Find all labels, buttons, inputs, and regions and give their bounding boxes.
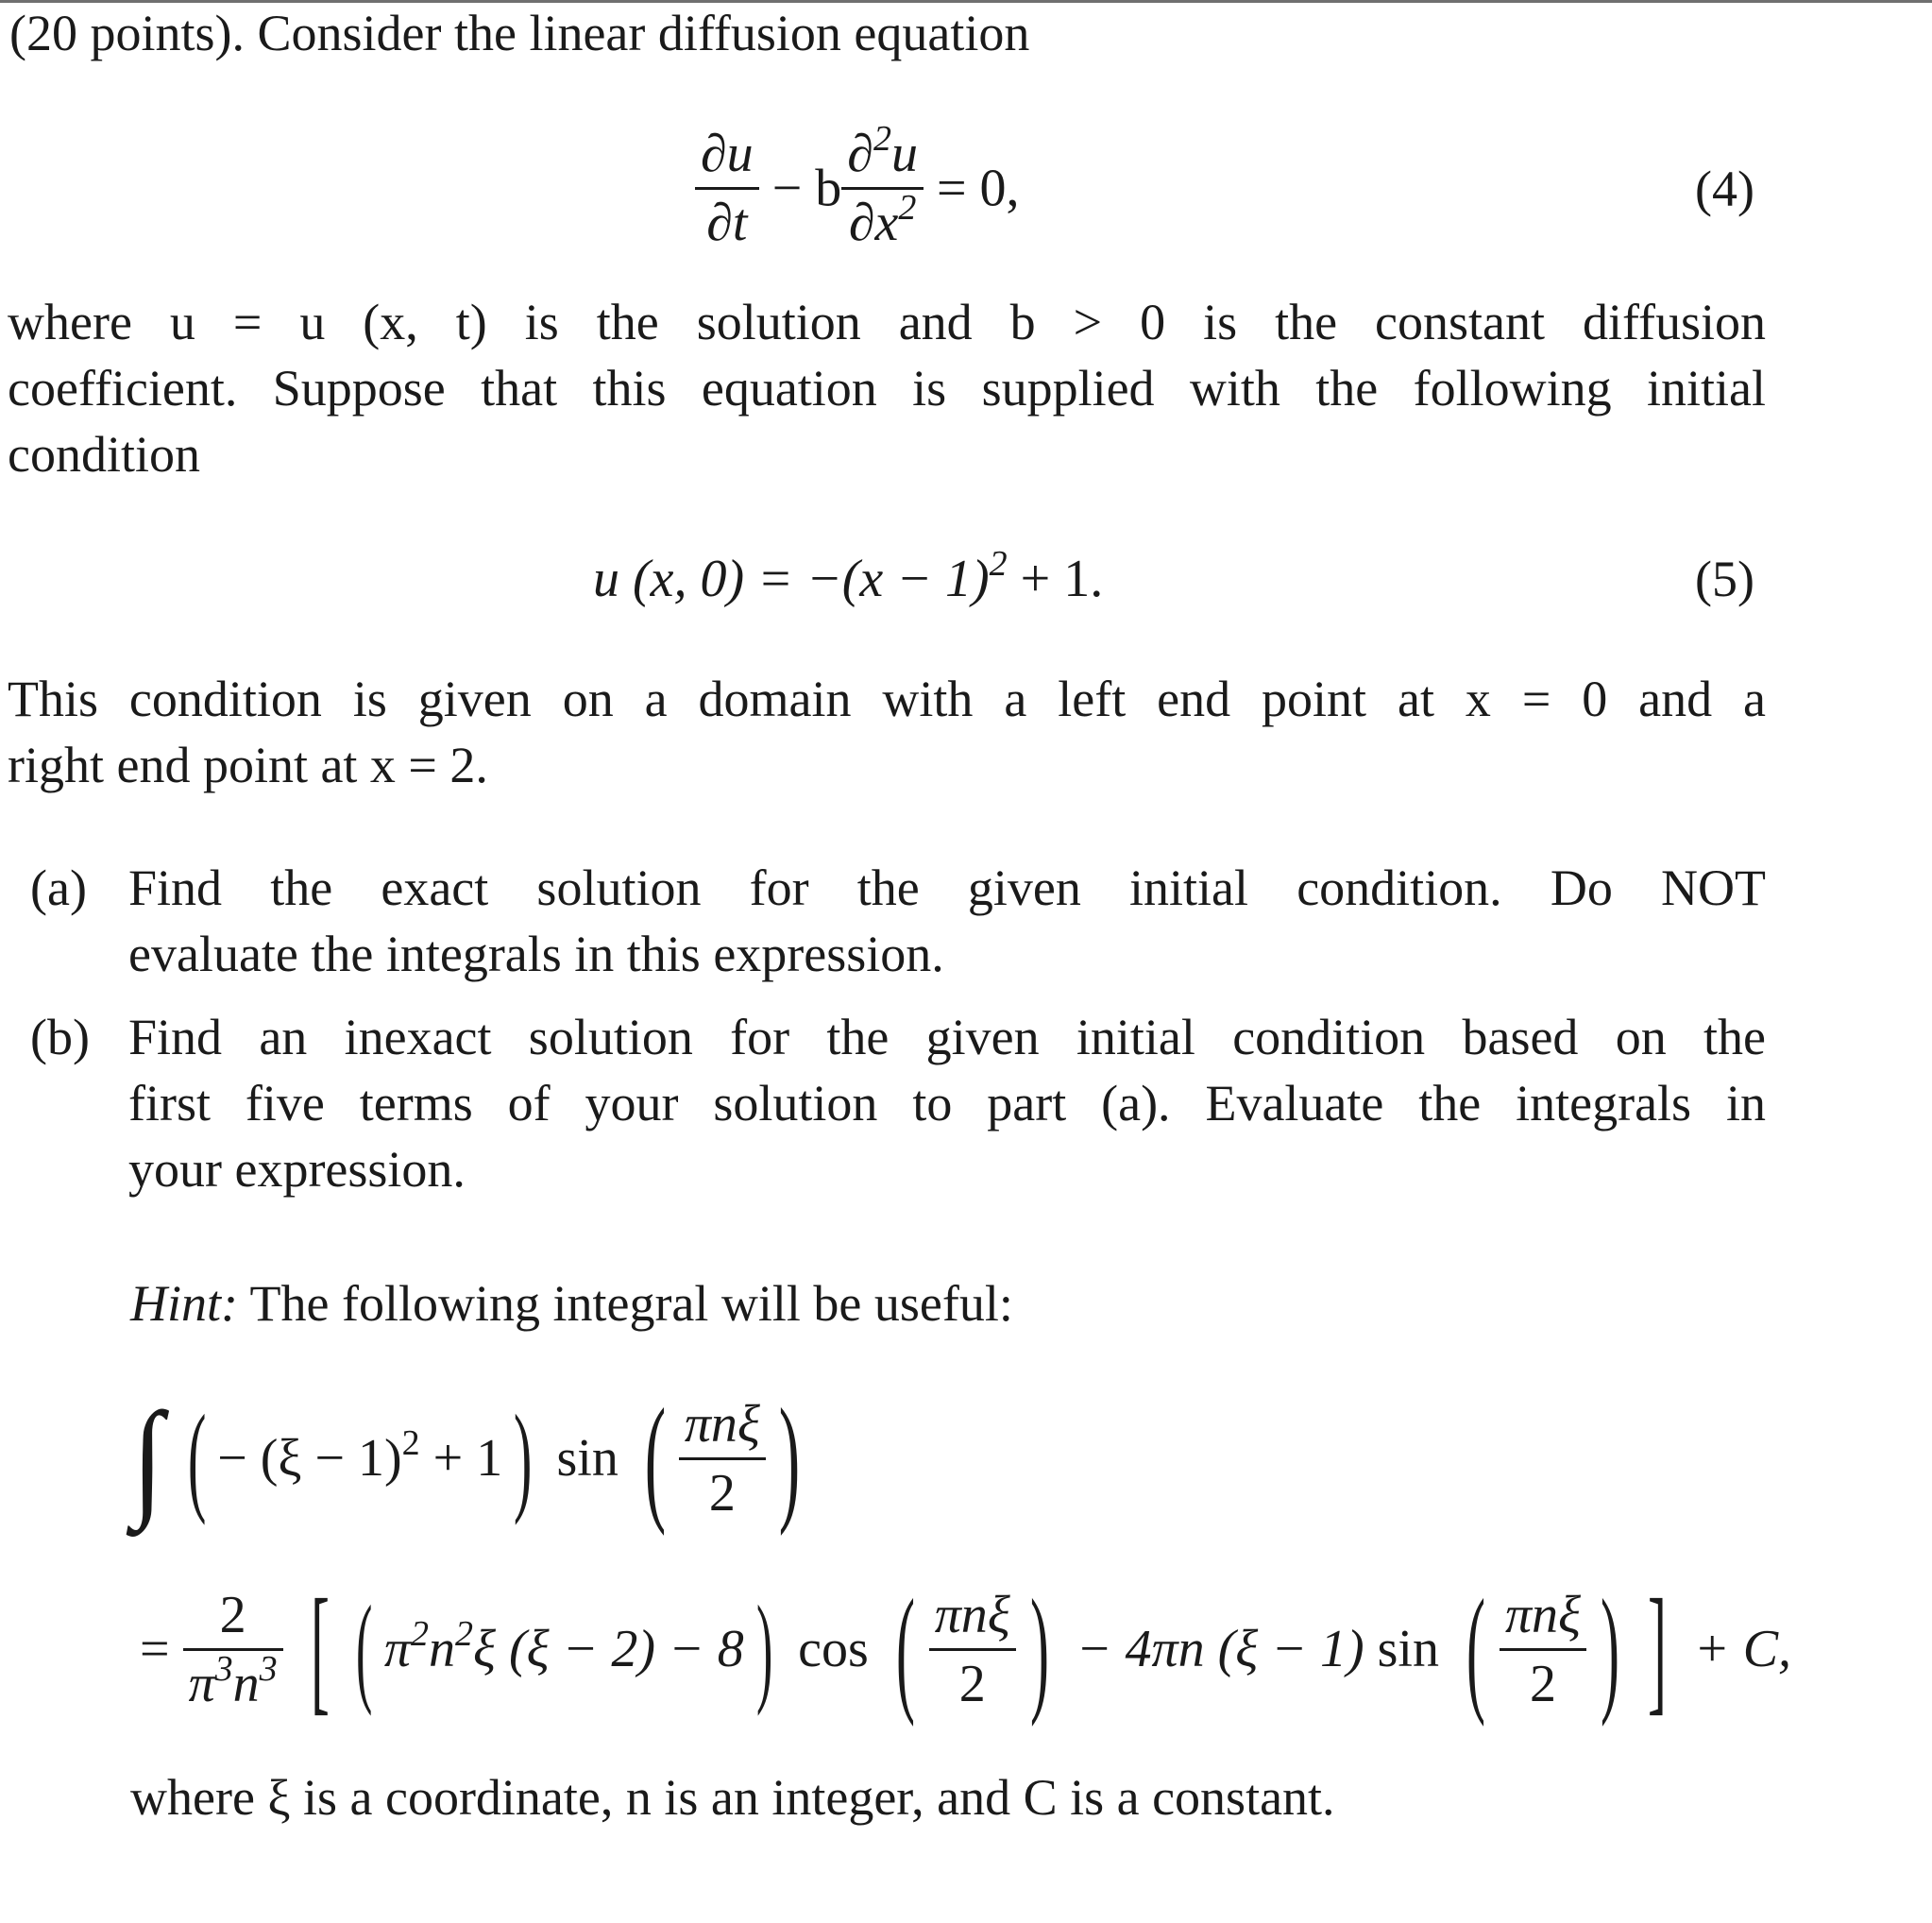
hint-text: The following integral will be useful: (249, 1275, 1013, 1332)
paragraph-1 (8, 289, 1766, 487)
equation-5: u (x, $0) = -(x - 1)^2 + 1$. (593, 544, 1104, 608)
paragraph-1-line-3: condition (8, 426, 200, 483)
item-a-label: (a) (30, 859, 87, 916)
item-b-line-1: Find an inexact solution for the given initial condition based on the (128, 1009, 1766, 1065)
paragraph-2 (8, 666, 1766, 798)
integral-sign: ∫ (132, 1385, 163, 1530)
item-b-text (128, 1004, 1766, 1202)
paragraph-1-line-2: coefficient. Suppose that this equation is supplied with the following initial (8, 360, 1766, 417)
sin-argument-fraction: $\frac{\text{πnξ}}{2}$ (1500, 1582, 1586, 1717)
intro-line (9, 0, 1029, 66)
coefficient-fraction: $\frac{2}{\pi^3n^3}$ (183, 1582, 283, 1717)
hint-footer: where ξ is a coordinate, n is an integer, and C is a constant. (130, 1769, 1335, 1826)
pi-n-xi-over-2-fraction: $\frac{\text{πnξ}}{2}$ (679, 1391, 766, 1526)
equation-4-number: (4) (1695, 161, 1754, 217)
hint-integral: ∫ ( − $(\xi - 1)^2 + 1$) sin ( $\frac{\text{πnξ}}{2}$ ) (132, 1380, 801, 1537)
equation-5-number: (5) (1695, 551, 1754, 607)
item-b-line-3: your expression. (128, 1141, 466, 1198)
d2u-dx2-fraction: $\frac{\partial^2u}{\partial x^2}$ (841, 121, 924, 256)
intro-sentence: Consider the linear diffusion equation (257, 5, 1030, 61)
hint-line (130, 1270, 1013, 1336)
item-b-line-2: first five terms of your solution to part (a). Evaluate the integrals in (128, 1075, 1766, 1132)
cos-argument-fraction: $\frac{\text{πnξ}}{2}$ (929, 1582, 1016, 1717)
points-label: (20 points). (9, 5, 245, 61)
paragraph-2-line-2: right end point at x = 2. (8, 737, 488, 793)
item-a-line-1: Find the exact solution for the given initial condition. Do NOT (128, 859, 1766, 916)
minus-b: − b (771, 159, 842, 218)
item-a-line-2: evaluate the integrals in this expression. (128, 926, 944, 982)
equation-4 (695, 121, 1020, 256)
hint-result: = $\frac{2}{\pi^3n^3}$ [ ( $\pi^2n^2\xi$ (ξ − 2) − 8) cos ( $\frac{\text{πnξ}}{2}$ ) − 4πn (ξ − 1) sin ( $\frac{\text{πnξ}}{2}$ ) ] + C, (140, 1571, 1792, 1727)
hint-label: Hint: (130, 1275, 238, 1332)
du-dt-fraction: $\frac{\partial u}{\partial t}$ (695, 121, 759, 256)
item-b-label: (b) (30, 1009, 90, 1065)
eq4-rhs: = 0, (936, 159, 1020, 218)
paragraph-1-line-1: where u = u (x, t) is the solution and b > 0 is the constant diffusion (8, 294, 1766, 350)
item-a-text (128, 855, 1766, 987)
paragraph-2-line-1: This condition is given on a domain with a left end point at x = 0 and a (8, 671, 1766, 727)
